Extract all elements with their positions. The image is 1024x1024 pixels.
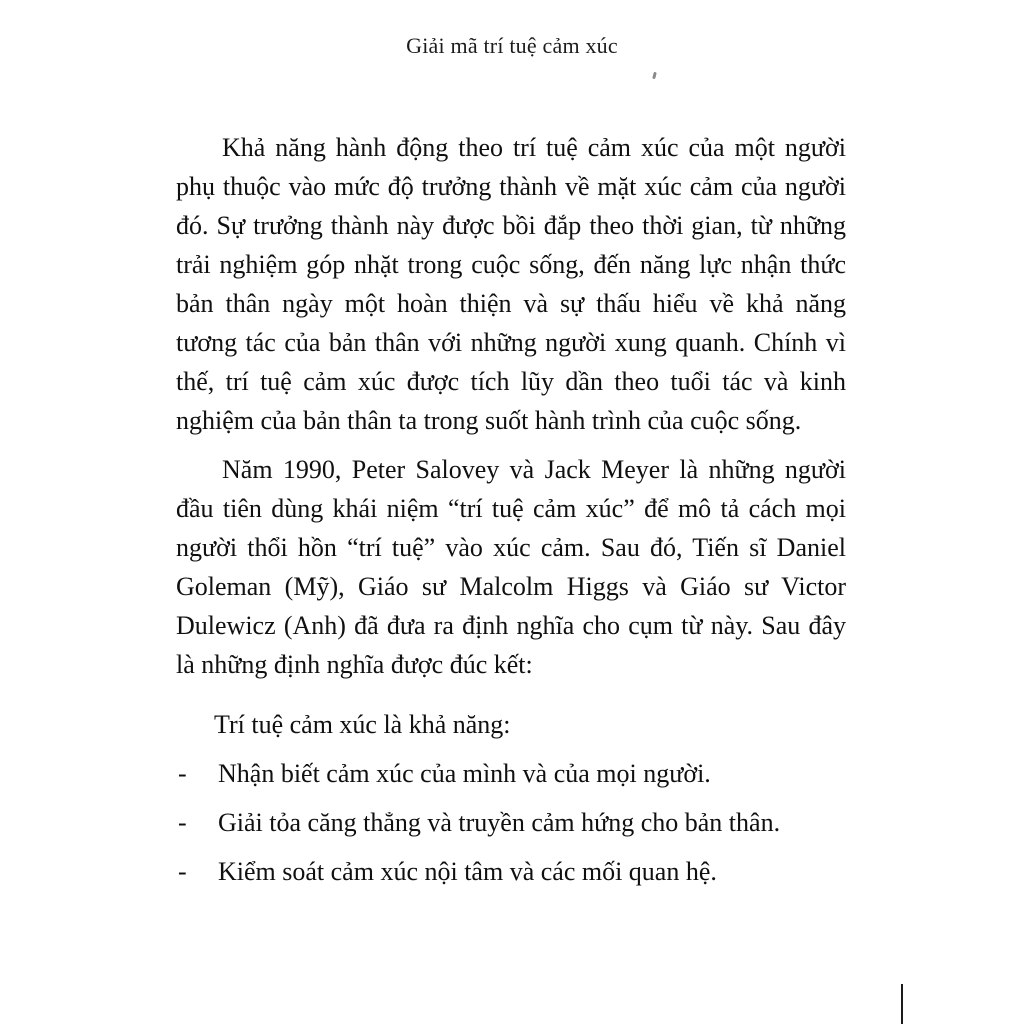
body-text-block	[176, 128, 846, 892]
scan-speck-artifact	[652, 72, 657, 80]
bullet-dash-marker: -	[178, 857, 187, 886]
bullet-text: Giải tỏa căng thẳng và truyền cảm hứng cho bản thân.	[218, 808, 781, 837]
bullet-text: Kiểm soát cảm xúc nội tâm và các mối quan hệ.	[218, 857, 717, 886]
bullet-item-3	[176, 852, 846, 892]
page-edge-line-artifact	[901, 984, 903, 1024]
bullet-dash-marker: -	[178, 808, 187, 837]
bullet-list	[176, 754, 846, 892]
paragraph-2: Năm 1990, Peter Salovey và Jack Meyer là những người đầu tiên dùng khái niệm “trí tuệ cảm xúc” để mô tả cách mọi người thổi hồn “trí tuệ” vào xúc cảm. Sau đó, Tiến sĩ Daniel Goleman (Mỹ), Giáo sư Malcolm Higgs và Giáo sư Victor Dulewicz (Anh) đã đưa ra định nghĩa cho cụm từ này. Sau đây là những định nghĩa được đúc kết:	[176, 455, 846, 679]
running-header-title: Giải mã trí tuệ cảm xúc	[406, 33, 618, 58]
paragraph-1: Khả năng hành động theo trí tuệ cảm xúc của một người phụ thuộc vào mức độ trưởng thành về mặt xúc cảm của người đó. Sự trưởng thành này được bồi đắp theo thời gian, từ những trải nghiệm góp nhặt trong cuộc sống, đến năng lực nhận thức bản thân ngày một hoàn thiện và sự thấu hiểu về khả năng tương tác của bản thân với những người xung quanh. Chính vì thế, trí tuệ cảm xúc được tích lũy dần theo tuổi tác và kinh nghiệm của bản thân ta trong suốt hành trình của cuộc sống.	[176, 133, 846, 435]
bullet-text: Nhận biết cảm xúc của mình và của mọi người.	[218, 759, 711, 788]
bullet-item-1	[176, 754, 846, 794]
bullet-item-2	[176, 803, 846, 843]
lead-in-line: Trí tuệ cảm xúc là khả năng:	[214, 710, 511, 739]
bullet-dash-marker: -	[178, 759, 187, 788]
